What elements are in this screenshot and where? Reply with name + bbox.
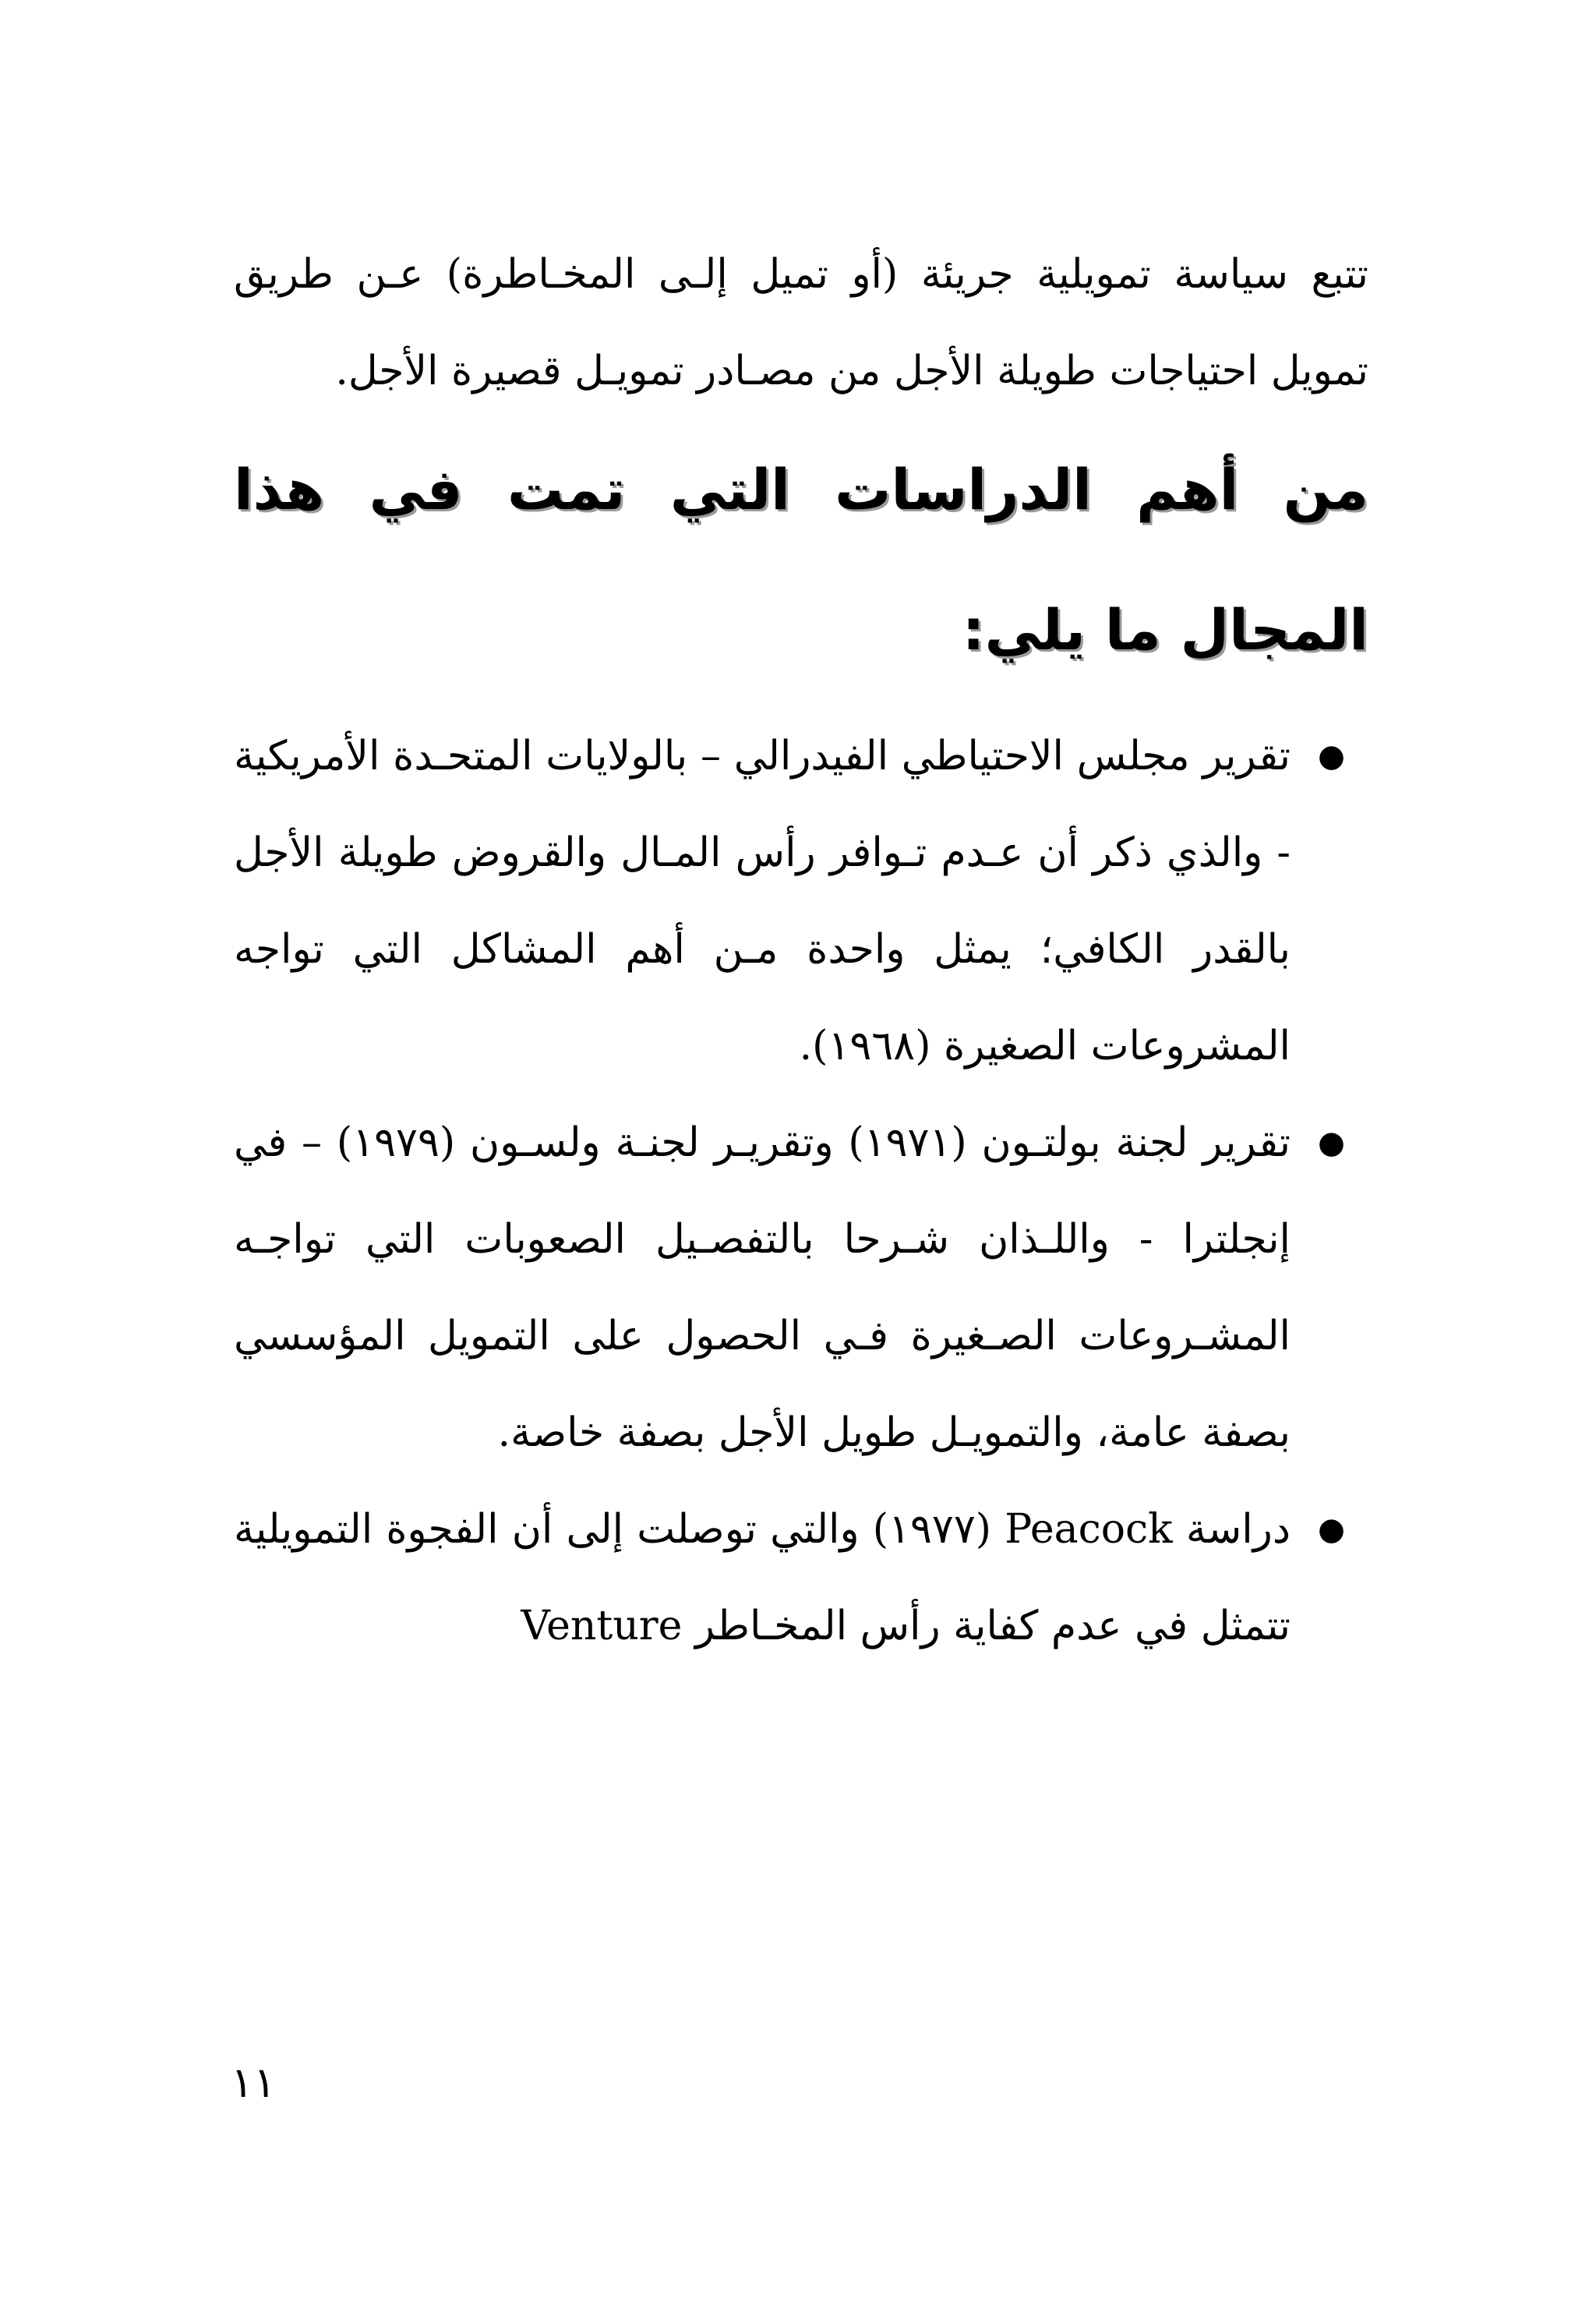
page-content — [234, 226, 1368, 1674]
list-item-text: تقرير مجلس الاحتياطي الفيدرالي – بالولايات المتحـدة الأمريكية - والذي ذكر أن عـدم تـوافر رأس المـال والقروض طويلة الأجل بالقدر الكافي؛ يمثل واحدة مـن أهم المشاكل التي تواجه المشروعات الصغيرة (١٩٦٨). — [234, 733, 1291, 1069]
intro-paragraph: تتبع سياسة تمويلية جريئة (أو تميل إلـى المخـاطرة) عـن طريق تمويل احتياجات طويلة الأجل من مصـادر تمويـل قصيرة الأجل. — [234, 251, 1368, 394]
section-heading: من أهم الدراسات التي تمت في هذا المجال ما يلي: — [234, 457, 1368, 663]
list-item — [234, 1481, 1345, 1674]
page-number: ١١ — [231, 2058, 277, 2107]
list-item — [234, 708, 1345, 1094]
studies-list — [234, 708, 1368, 1674]
bullet-icon: ● — [1318, 1511, 1345, 1547]
list-item — [234, 1094, 1345, 1481]
list-item-text: تقرير لجنة بولتـون (١٩٧١) وتقريـر لجنـة ولسـون (١٩٧٩) – في إنجلترا - واللـذان شـرحا بالتفصـيل الصعوبات التي تواجـه المشـروعات الصـغيرة فـي الحصول على التمويل المؤسسي بصفة عامة، والتمويـل طويل الأجل بصفة خاصة. — [234, 1119, 1291, 1456]
list-item-text: دراسة Peacock (١٩٧٧) والتي توصلت إلى أن الفجوة التمويلية تتمثل في عدم كفاية رأس المخـاطر Venture — [234, 1506, 1291, 1649]
bullet-icon: ● — [1318, 738, 1345, 774]
bullet-icon: ● — [1318, 1125, 1345, 1161]
